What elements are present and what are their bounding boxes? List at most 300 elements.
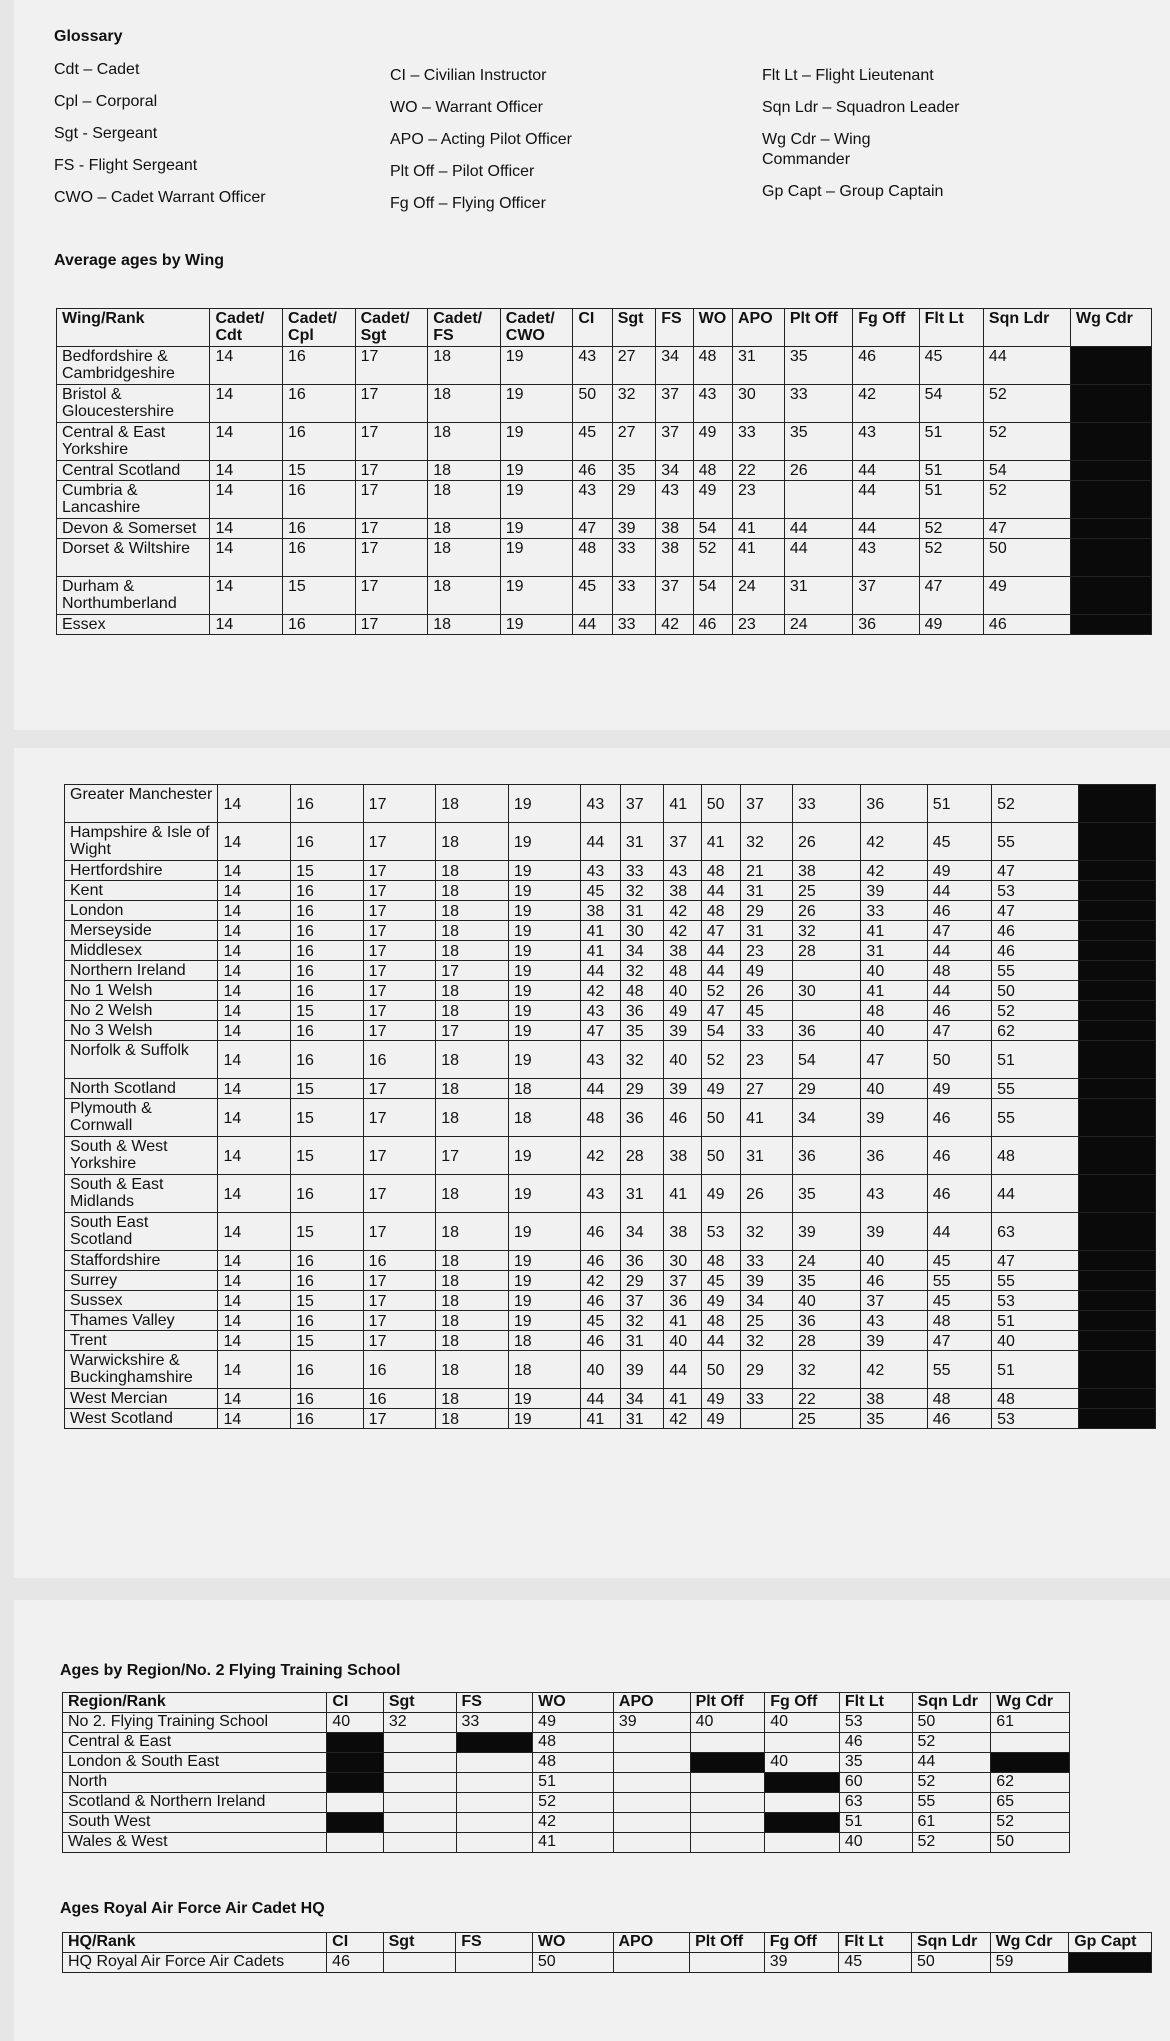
table-cell: 37	[620, 1291, 664, 1311]
table-cell	[613, 1773, 690, 1793]
row-label: Scotland & Northern Ireland	[63, 1793, 327, 1813]
table-cell: 17	[363, 1271, 436, 1291]
row-label: Hampshire & Isle of Wight	[65, 823, 218, 861]
table-cell: 48	[701, 1251, 740, 1271]
table-cell: 35	[612, 461, 656, 481]
table-cell: 42	[581, 1271, 620, 1291]
table-cell	[456, 1833, 533, 1853]
table-cell: 42	[861, 861, 927, 881]
table-row	[63, 1773, 1070, 1793]
table-cell: 19	[508, 1389, 581, 1409]
table-cell: 19	[508, 881, 581, 901]
table-cell: 14	[218, 881, 291, 901]
redacted-cell	[1071, 461, 1152, 481]
table-cell: 46	[992, 941, 1079, 961]
table-cell: 42	[853, 385, 919, 423]
table-cell: 48	[927, 1311, 991, 1331]
table-cell: 46	[861, 1271, 927, 1291]
table-cell: 34	[741, 1291, 793, 1311]
table-cell: 16	[283, 423, 356, 461]
table-cell: 48	[927, 961, 991, 981]
redacted-cell	[991, 1753, 1070, 1773]
table-cell: 18	[436, 1311, 509, 1331]
column-header: Wing/Rank	[57, 309, 210, 347]
table-cell: 49	[693, 481, 732, 519]
table-cell: 16	[291, 785, 364, 823]
table-cell: 19	[508, 1291, 581, 1311]
table-cell: 49	[741, 961, 793, 981]
row-label: Essex	[57, 615, 210, 635]
table-cell: 24	[733, 577, 785, 615]
table-cell: 31	[620, 901, 664, 921]
glossary-item: Wg Cdr – Wing Commander	[762, 131, 871, 168]
table-cell: 52	[983, 481, 1070, 519]
row-label: Middlesex	[65, 941, 218, 961]
table-cell: 39	[741, 1271, 793, 1291]
table-cell: 43	[581, 1175, 620, 1213]
table-cell: 26	[741, 981, 793, 1001]
column-header: WO	[693, 309, 732, 347]
redacted-cell	[1079, 1021, 1156, 1041]
table-cell: 44	[664, 1351, 701, 1389]
table-cell: 44	[701, 1331, 740, 1351]
table-cell: 45	[581, 1311, 620, 1331]
table-cell: 18	[428, 577, 501, 615]
table-cell: 32	[792, 1351, 860, 1389]
table-cell: 54	[693, 577, 732, 615]
table-cell: 43	[581, 861, 620, 881]
table-cell: 49	[701, 1409, 740, 1429]
table-cell	[456, 1753, 533, 1773]
redacted-cell	[1079, 1331, 1156, 1351]
table-cell: 42	[656, 615, 693, 635]
table-cell: 16	[291, 1021, 364, 1041]
table-cell: 47	[992, 901, 1079, 921]
table-cell: 15	[291, 1001, 364, 1021]
table-row	[65, 1099, 1156, 1137]
table-cell: 16	[291, 881, 364, 901]
table-cell: 32	[383, 1713, 456, 1733]
table-cell: 47	[992, 1251, 1079, 1271]
table-cell: 14	[218, 1137, 291, 1175]
table-row	[65, 1041, 1156, 1079]
table-cell: 46	[927, 1099, 991, 1137]
row-label: Wales & West	[63, 1833, 327, 1853]
redacted-cell	[1079, 901, 1156, 921]
table-cell: 34	[792, 1099, 860, 1137]
column-header: Cadet/ Sgt	[355, 309, 428, 347]
column-header: FS	[456, 1693, 533, 1713]
table-cell: 45	[919, 347, 983, 385]
table-cell: 43	[853, 423, 919, 461]
table-cell: 14	[218, 1291, 291, 1311]
table-cell: 31	[861, 941, 927, 961]
row-label: HQ Royal Air Force Air Cadets	[63, 1953, 327, 1973]
table-cell: 25	[741, 1311, 793, 1331]
table-cell: 39	[764, 1953, 839, 1973]
table-cell	[792, 1001, 860, 1021]
redacted-cell	[1079, 1291, 1156, 1311]
table-cell: 19	[508, 1001, 581, 1021]
table-cell: 52	[919, 519, 983, 539]
table-cell: 38	[792, 861, 860, 881]
table-cell: 15	[291, 861, 364, 881]
table-cell: 46	[983, 615, 1070, 635]
table-cell: 38	[581, 901, 620, 921]
column-header: CI	[327, 1693, 384, 1713]
table-cell: 33	[612, 577, 656, 615]
table-cell: 49	[701, 1291, 740, 1311]
table-cell: 40	[992, 1331, 1079, 1351]
table-cell: 14	[210, 385, 283, 423]
table-cell: 31	[741, 921, 793, 941]
table-cell: 43	[581, 1001, 620, 1021]
row-label: South & West Yorkshire	[65, 1137, 218, 1175]
table-cell: 38	[664, 881, 701, 901]
row-label: South & East Midlands	[65, 1175, 218, 1213]
table-cell: 44	[983, 347, 1070, 385]
table-cell: 39	[861, 1213, 927, 1251]
table-cell: 18	[436, 1351, 509, 1389]
table-cell: 50	[701, 1137, 740, 1175]
table-cell: 17	[355, 461, 428, 481]
redacted-cell	[327, 1733, 384, 1753]
table-cell: 18	[428, 481, 501, 519]
table-cell: 23	[733, 615, 785, 635]
table-cell: 55	[992, 1079, 1079, 1099]
table-cell: 46	[927, 1175, 991, 1213]
redacted-cell	[1079, 981, 1156, 1001]
table-cell: 31	[741, 881, 793, 901]
table-cell: 18	[436, 1079, 509, 1099]
table-cell: 19	[500, 385, 573, 423]
table-cell: 17	[436, 1021, 509, 1041]
table-cell: 43	[581, 785, 620, 823]
table-cell	[613, 1733, 690, 1753]
column-header: FS	[656, 309, 693, 347]
table-cell: 17	[355, 423, 428, 461]
table-cell: 18	[428, 615, 501, 635]
table-row	[63, 1733, 1070, 1753]
row-label: West Scotland	[65, 1409, 218, 1429]
table-cell: 22	[792, 1389, 860, 1409]
table-cell: 14	[218, 1099, 291, 1137]
table-cell: 19	[508, 861, 581, 881]
wing-ages-table-continued	[64, 784, 1156, 1429]
table-cell: 52	[919, 539, 983, 577]
redacted-cell	[1079, 1041, 1156, 1079]
table-cell: 48	[693, 347, 732, 385]
table-cell: 36	[861, 785, 927, 823]
table-cell: 18	[436, 1001, 509, 1021]
redacted-cell	[1071, 481, 1152, 519]
table-cell: 31	[733, 347, 785, 385]
row-label: Central Scotland	[57, 461, 210, 481]
glossary-item: Sgt - Sergeant	[54, 125, 158, 142]
table-cell: 33	[733, 423, 785, 461]
table-row	[65, 961, 1156, 981]
table-cell: 17	[363, 1331, 436, 1351]
table-cell: 14	[218, 981, 291, 1001]
table-cell: 37	[664, 823, 701, 861]
table-cell: 29	[792, 1079, 860, 1099]
table-cell: 16	[283, 615, 356, 635]
table-cell	[613, 1813, 690, 1833]
table-cell: 17	[355, 615, 428, 635]
table-cell: 35	[861, 1409, 927, 1429]
table-cell: 19	[508, 981, 581, 1001]
table-cell: 19	[508, 823, 581, 861]
page-sheet-1	[14, 0, 1170, 730]
redacted-cell	[1079, 1099, 1156, 1137]
table-row	[65, 861, 1156, 881]
table-cell: 50	[991, 1833, 1070, 1853]
table-cell: 47	[927, 1331, 991, 1351]
table-cell: 33	[861, 901, 927, 921]
table-row	[65, 1291, 1156, 1311]
table-cell: 17	[355, 347, 428, 385]
table-cell: 39	[664, 1079, 701, 1099]
row-label: South East Scotland	[65, 1213, 218, 1251]
table-cell: 42	[581, 1137, 620, 1175]
table-cell: 31	[620, 1409, 664, 1429]
column-header: CI	[327, 1933, 383, 1953]
table-cell: 35	[620, 1021, 664, 1041]
column-header: Fg Off	[764, 1933, 839, 1953]
table-cell: 31	[620, 1175, 664, 1213]
table-row	[65, 1079, 1156, 1099]
table-cell: 40	[664, 1331, 701, 1351]
table-row	[57, 385, 1152, 423]
table-cell: 16	[291, 1175, 364, 1213]
table-cell: 14	[218, 901, 291, 921]
table-cell: 25	[792, 1409, 860, 1429]
table-cell: 16	[283, 539, 356, 577]
table-cell: 52	[912, 1773, 991, 1793]
column-header: Cadet/ Cpl	[283, 309, 356, 347]
row-label: Kent	[65, 881, 218, 901]
redacted-cell	[1079, 1251, 1156, 1271]
table-row	[65, 881, 1156, 901]
redacted-cell	[1071, 347, 1152, 385]
table-cell: 17	[363, 1213, 436, 1251]
table-cell: 54	[693, 519, 732, 539]
table-cell: 49	[927, 861, 991, 881]
table-row	[63, 1953, 1152, 1973]
table-cell: 15	[291, 1137, 364, 1175]
table-row	[57, 539, 1152, 577]
table-cell: 46	[581, 1331, 620, 1351]
table-cell: 41	[861, 921, 927, 941]
glossary-item: WO – Warrant Officer	[390, 99, 543, 116]
table-cell: 32	[741, 1213, 793, 1251]
table-cell: 49	[701, 1079, 740, 1099]
table-cell: 46	[581, 1291, 620, 1311]
table-cell: 46	[927, 901, 991, 921]
table-cell: 51	[927, 785, 991, 823]
redacted-cell	[765, 1813, 840, 1833]
table-cell: 19	[508, 1137, 581, 1175]
table-cell: 18	[428, 519, 501, 539]
table-cell: 44	[701, 881, 740, 901]
table-cell: 53	[839, 1713, 912, 1733]
table-cell: 34	[656, 347, 693, 385]
table-cell: 43	[656, 481, 693, 519]
table-row	[65, 1251, 1156, 1271]
table-cell: 44	[853, 519, 919, 539]
table-cell	[383, 1733, 456, 1753]
table-cell: 52	[983, 423, 1070, 461]
table-cell: 34	[620, 1389, 664, 1409]
table-cell: 38	[664, 1137, 701, 1175]
redacted-cell	[1071, 423, 1152, 461]
table-cell: 51	[919, 481, 983, 519]
row-label: Cumbria & Lancashire	[57, 481, 210, 519]
table-cell: 47	[927, 921, 991, 941]
table-cell: 40	[861, 1251, 927, 1271]
table-cell	[613, 1953, 690, 1973]
table-cell: 30	[733, 385, 785, 423]
table-cell: 16	[291, 823, 364, 861]
glossary-item: CI – Civilian Instructor	[390, 67, 547, 84]
table-cell: 19	[500, 423, 573, 461]
table-cell: 17	[363, 981, 436, 1001]
table-row	[65, 1213, 1156, 1251]
table-cell: 45	[573, 577, 612, 615]
table-cell	[456, 1773, 533, 1793]
row-label: Staffordshire	[65, 1251, 218, 1271]
table-cell: 39	[861, 881, 927, 901]
table-cell: 18	[436, 921, 509, 941]
table-cell: 14	[218, 921, 291, 941]
table-cell	[613, 1833, 690, 1853]
table-cell: 29	[620, 1079, 664, 1099]
table-cell: 16	[291, 901, 364, 921]
table-cell: 27	[612, 423, 656, 461]
table-cell: 18	[436, 1409, 509, 1429]
table-cell: 46	[327, 1953, 383, 1973]
table-cell: 17	[363, 1409, 436, 1429]
table-cell: 28	[792, 941, 860, 961]
glossary-item: Flt Lt – Flight Lieutenant	[762, 67, 934, 84]
column-header: FS	[456, 1933, 533, 1953]
table-header-row	[57, 309, 1152, 347]
wing-ages-table	[56, 308, 1152, 635]
table-row	[65, 1409, 1156, 1429]
row-label: Sussex	[65, 1291, 218, 1311]
row-label: North	[63, 1773, 327, 1793]
table-cell: 15	[291, 1331, 364, 1351]
column-header: CI	[573, 309, 612, 347]
table-cell: 48	[992, 1389, 1079, 1409]
column-header: Cadet/ FS	[428, 309, 501, 347]
table-cell: 39	[612, 519, 656, 539]
table-cell: 36	[792, 1311, 860, 1331]
table-cell: 19	[500, 539, 573, 577]
column-header: APO	[733, 309, 785, 347]
table-cell: 27	[612, 347, 656, 385]
table-cell: 29	[741, 1351, 793, 1389]
table-cell: 18	[508, 1079, 581, 1099]
table-cell: 51	[919, 423, 983, 461]
table-row	[65, 1331, 1156, 1351]
column-header: Gp Capt	[1069, 1933, 1152, 1953]
table-cell: 24	[792, 1251, 860, 1271]
table-cell: 50	[912, 1713, 991, 1733]
table-cell: 14	[218, 1311, 291, 1331]
table-cell: 16	[363, 1351, 436, 1389]
table-cell: 51	[992, 1041, 1079, 1079]
region-section-title: Ages by Region/No. 2 Flying Training School	[60, 1662, 401, 1679]
table-cell: 19	[508, 785, 581, 823]
row-label: Greater Manchester	[65, 785, 218, 823]
glossary-column-1	[54, 60, 266, 220]
table-cell: 18	[436, 881, 509, 901]
table-cell: 29	[612, 481, 656, 519]
table-cell: 37	[664, 1271, 701, 1291]
table-row	[65, 785, 1156, 823]
table-cell: 18	[428, 539, 501, 577]
table-cell: 14	[218, 1271, 291, 1291]
table-cell: 36	[792, 1137, 860, 1175]
redacted-cell	[1079, 785, 1156, 823]
table-cell: 52	[693, 539, 732, 577]
table-cell: 18	[436, 1213, 509, 1251]
table-cell: 48	[701, 861, 740, 881]
table-cell: 44	[581, 1079, 620, 1099]
table-cell: 15	[291, 1213, 364, 1251]
hq-section-title: Ages Royal Air Force Air Cadet HQ	[60, 1900, 325, 1917]
table-cell: 44	[581, 1389, 620, 1409]
table-cell: 14	[218, 823, 291, 861]
table-cell: 46	[664, 1099, 701, 1137]
table-cell: 48	[664, 961, 701, 981]
table-row	[65, 1001, 1156, 1021]
table-cell: 16	[291, 981, 364, 1001]
row-label: West Mercian	[65, 1389, 218, 1409]
table-cell	[991, 1733, 1070, 1753]
table-cell: 36	[620, 1001, 664, 1021]
table-cell: 49	[664, 1001, 701, 1021]
table-cell: 33	[620, 861, 664, 881]
table-cell: 14	[218, 1175, 291, 1213]
table-cell: 18	[436, 901, 509, 921]
table-cell: 14	[210, 461, 283, 481]
table-cell: 42	[533, 1813, 614, 1833]
table-cell: 21	[741, 861, 793, 881]
table-row	[65, 1021, 1156, 1041]
redacted-cell	[1079, 961, 1156, 981]
table-cell: 50	[911, 1953, 990, 1973]
row-label: Warwickshire & Buckinghamshire	[65, 1351, 218, 1389]
table-cell: 14	[218, 1331, 291, 1351]
table-cell: 45	[927, 1251, 991, 1271]
table-row	[65, 1389, 1156, 1409]
table-cell: 49	[983, 577, 1070, 615]
table-cell: 18	[436, 981, 509, 1001]
table-cell: 41	[533, 1833, 614, 1853]
table-cell: 53	[992, 1291, 1079, 1311]
table-cell: 36	[861, 1137, 927, 1175]
table-cell: 16	[291, 1389, 364, 1409]
table-cell: 50	[701, 1351, 740, 1389]
table-cell: 14	[218, 1351, 291, 1389]
row-label: Surrey	[65, 1271, 218, 1291]
table-cell	[690, 1953, 765, 1973]
table-cell: 40	[664, 981, 701, 1001]
table-cell: 47	[992, 861, 1079, 881]
table-cell: 47	[701, 921, 740, 941]
